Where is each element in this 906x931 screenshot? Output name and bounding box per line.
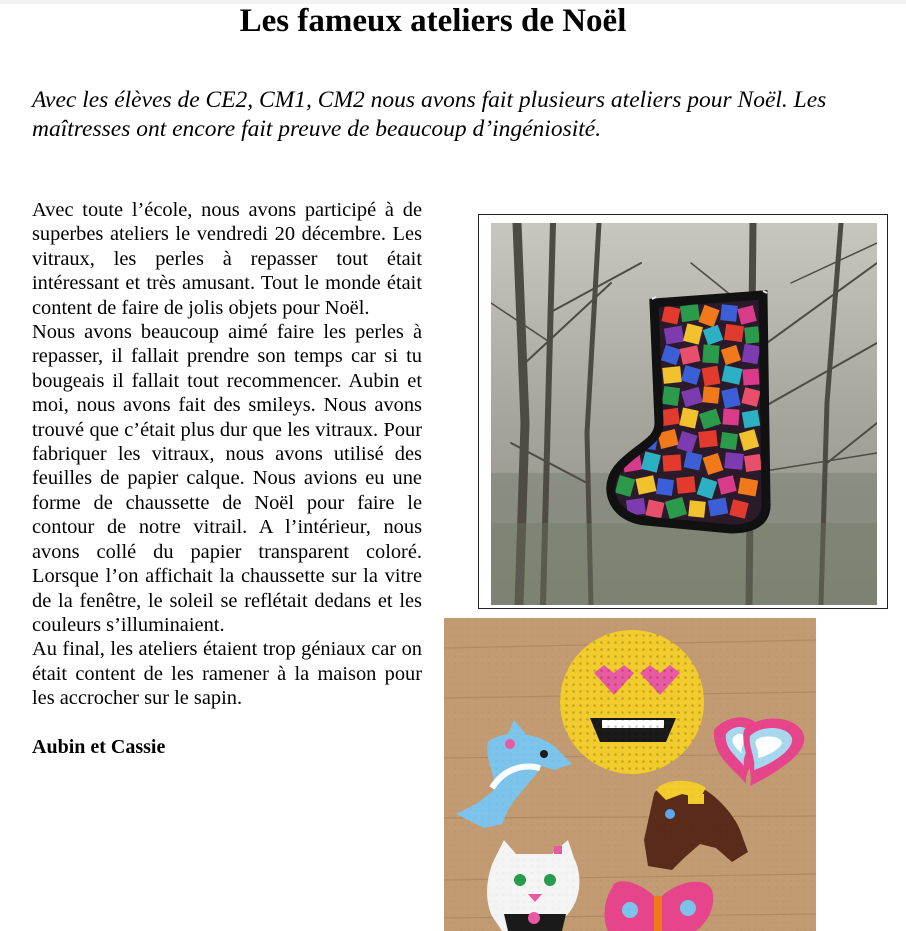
- author-signature: Aubin et Cassie: [32, 735, 166, 758]
- page-title: Les fameux ateliers de Noël: [239, 3, 627, 39]
- intro-paragraph: Avec les élèves de CE2, CM1, CM2 nous avons fait plusieurs ateliers pour Noël. Les maîtresses ont encore fait preuve de beaucoup d’ingéniosité.: [32, 87, 827, 142]
- stained-glass-photo-frame: [478, 214, 888, 609]
- article-body: [32, 198, 422, 759]
- article-paragraph-1: Avec toute l’école, nous avons participé à de superbes ateliers le vendredi 20 décembre. Les vitraux, les perles à repasser tout était intéressant et très amusant. Tout le monde était content de faire de jolis objets pour Noël.: [32, 199, 422, 319]
- perler-beads-photo: [444, 618, 816, 931]
- article-paragraph-2: Nous avons beaucoup aimé faire les perles à repasser, il fallait prendre son temps car si tu bougeais il fallait tout recommencer. Aubin et moi, nous avons fait des smileys. Nous avons trouvé que c’était plus dur que les vitraux. Pour fabriquer les vitraux, nous avons utilisé des feuilles de papier calque. Nous avions eu une forme de chaussette de Noël pour faire le contour de notre vitrail. A l’intérieur, nous avons collé du papier transparent coloré. Lorsque l’on affichait la chaussette sur la vitre de la fenêtre, le soleil se reflétait dedans et les couleurs s’illuminaient.: [32, 321, 422, 636]
- stained-glass-stocking-photo: [491, 223, 877, 605]
- article-paragraph-3: Au final, les ateliers étaient trop géniaux car on était content de les ramener à la maison pour les accrocher sur le sapin.: [32, 638, 422, 710]
